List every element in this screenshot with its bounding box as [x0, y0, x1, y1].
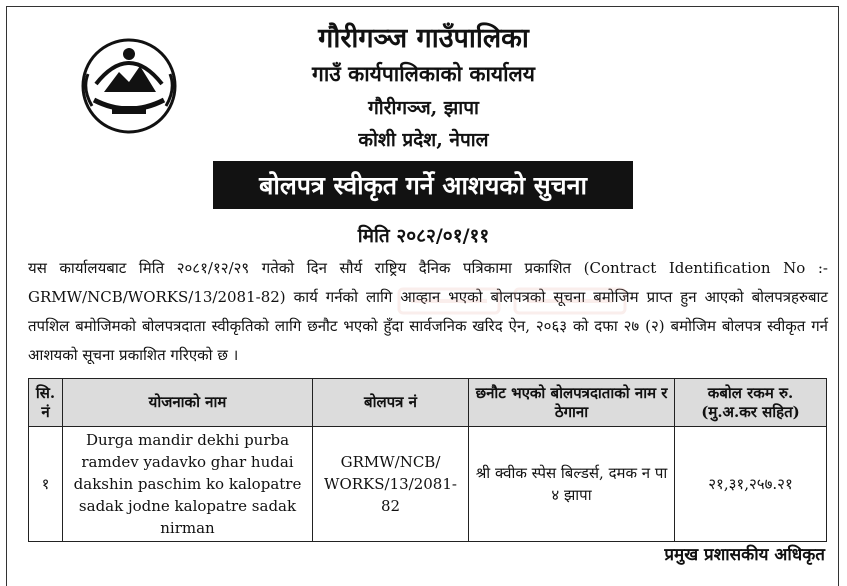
col-header-bid-number: बोलपत्र नं: [313, 379, 469, 427]
office-name: गाउँ कार्यपालिकाको कार्यालय: [312, 61, 535, 86]
notice-title: बोलपत्र स्वीकृत गर्ने आशयको सुचना: [259, 171, 587, 200]
notice-date: मिति २०८२/०१/११: [357, 225, 490, 247]
notice-paragraph: यस कार्यालयबाट मिति २०८१/१२/२९ गतेको दिन सौर्य राष्ट्रिय दैनिक पत्रिकामा प्रकाशित (Contract Identification No :-GRMW/NCB/WORKS/13/2081-82) कार्य गर्नको लागि आव्हान भएको बोलपत्रको सूचना बमोजिम प्राप्त हुन आएको बोलपत्रहरुबाट तपशिल बमोजिमको बोलपत्रदाता स्वीकृतिको लागि छनौट भएको हुँदा सार्वजनिक खरिद ऐन, २०६३ को दफा २७ (२) बमोजिम बोलपत्र स्वीकृत गर्न आशयको सूचना प्रकाशित गरिएको छ ।: [28, 259, 828, 364]
cell-bidder: श्री क्वीक स्पेस बिल्डर्स, दमक न पा ४ झापा: [469, 427, 675, 542]
cell-bid-amount: २१,३१,२५७.२१: [675, 427, 827, 542]
province-country: कोशी प्रदेश, नेपाल: [358, 129, 489, 151]
bid-table: [28, 378, 827, 542]
col-header-bidder: छनौट भएको बोलपत्रदाताको नाम र ठेगाना: [469, 379, 675, 427]
col-header-serial: सि. नं: [29, 379, 63, 427]
notice-title-banner: [213, 161, 633, 209]
col-header-project-name: योजनाको नाम: [63, 379, 313, 427]
office-location: गौरीगञ्ज, झापा: [368, 97, 479, 119]
table-header-row: [29, 379, 827, 427]
cell-project-name: Durga mandir dekhi purba ramdev yadavko ghar hudai dakshin paschim ko kalopatre sadak jodne kalopatre sadak nirman: [63, 427, 313, 542]
col-header-bid-amount: कबोल रकम रु. (मु.अ.कर सहित): [675, 379, 827, 427]
municipality-name: गौरीगञ्ज गाउँपालिका: [318, 23, 529, 54]
cell-bid-number: GRMW/NCB/ WORKS/13/2081-82: [313, 427, 469, 542]
signoff-title: प्रमुख प्रशासकीय अधिकृत: [664, 545, 825, 565]
cell-serial: १: [29, 427, 63, 542]
table-row: [29, 427, 827, 542]
